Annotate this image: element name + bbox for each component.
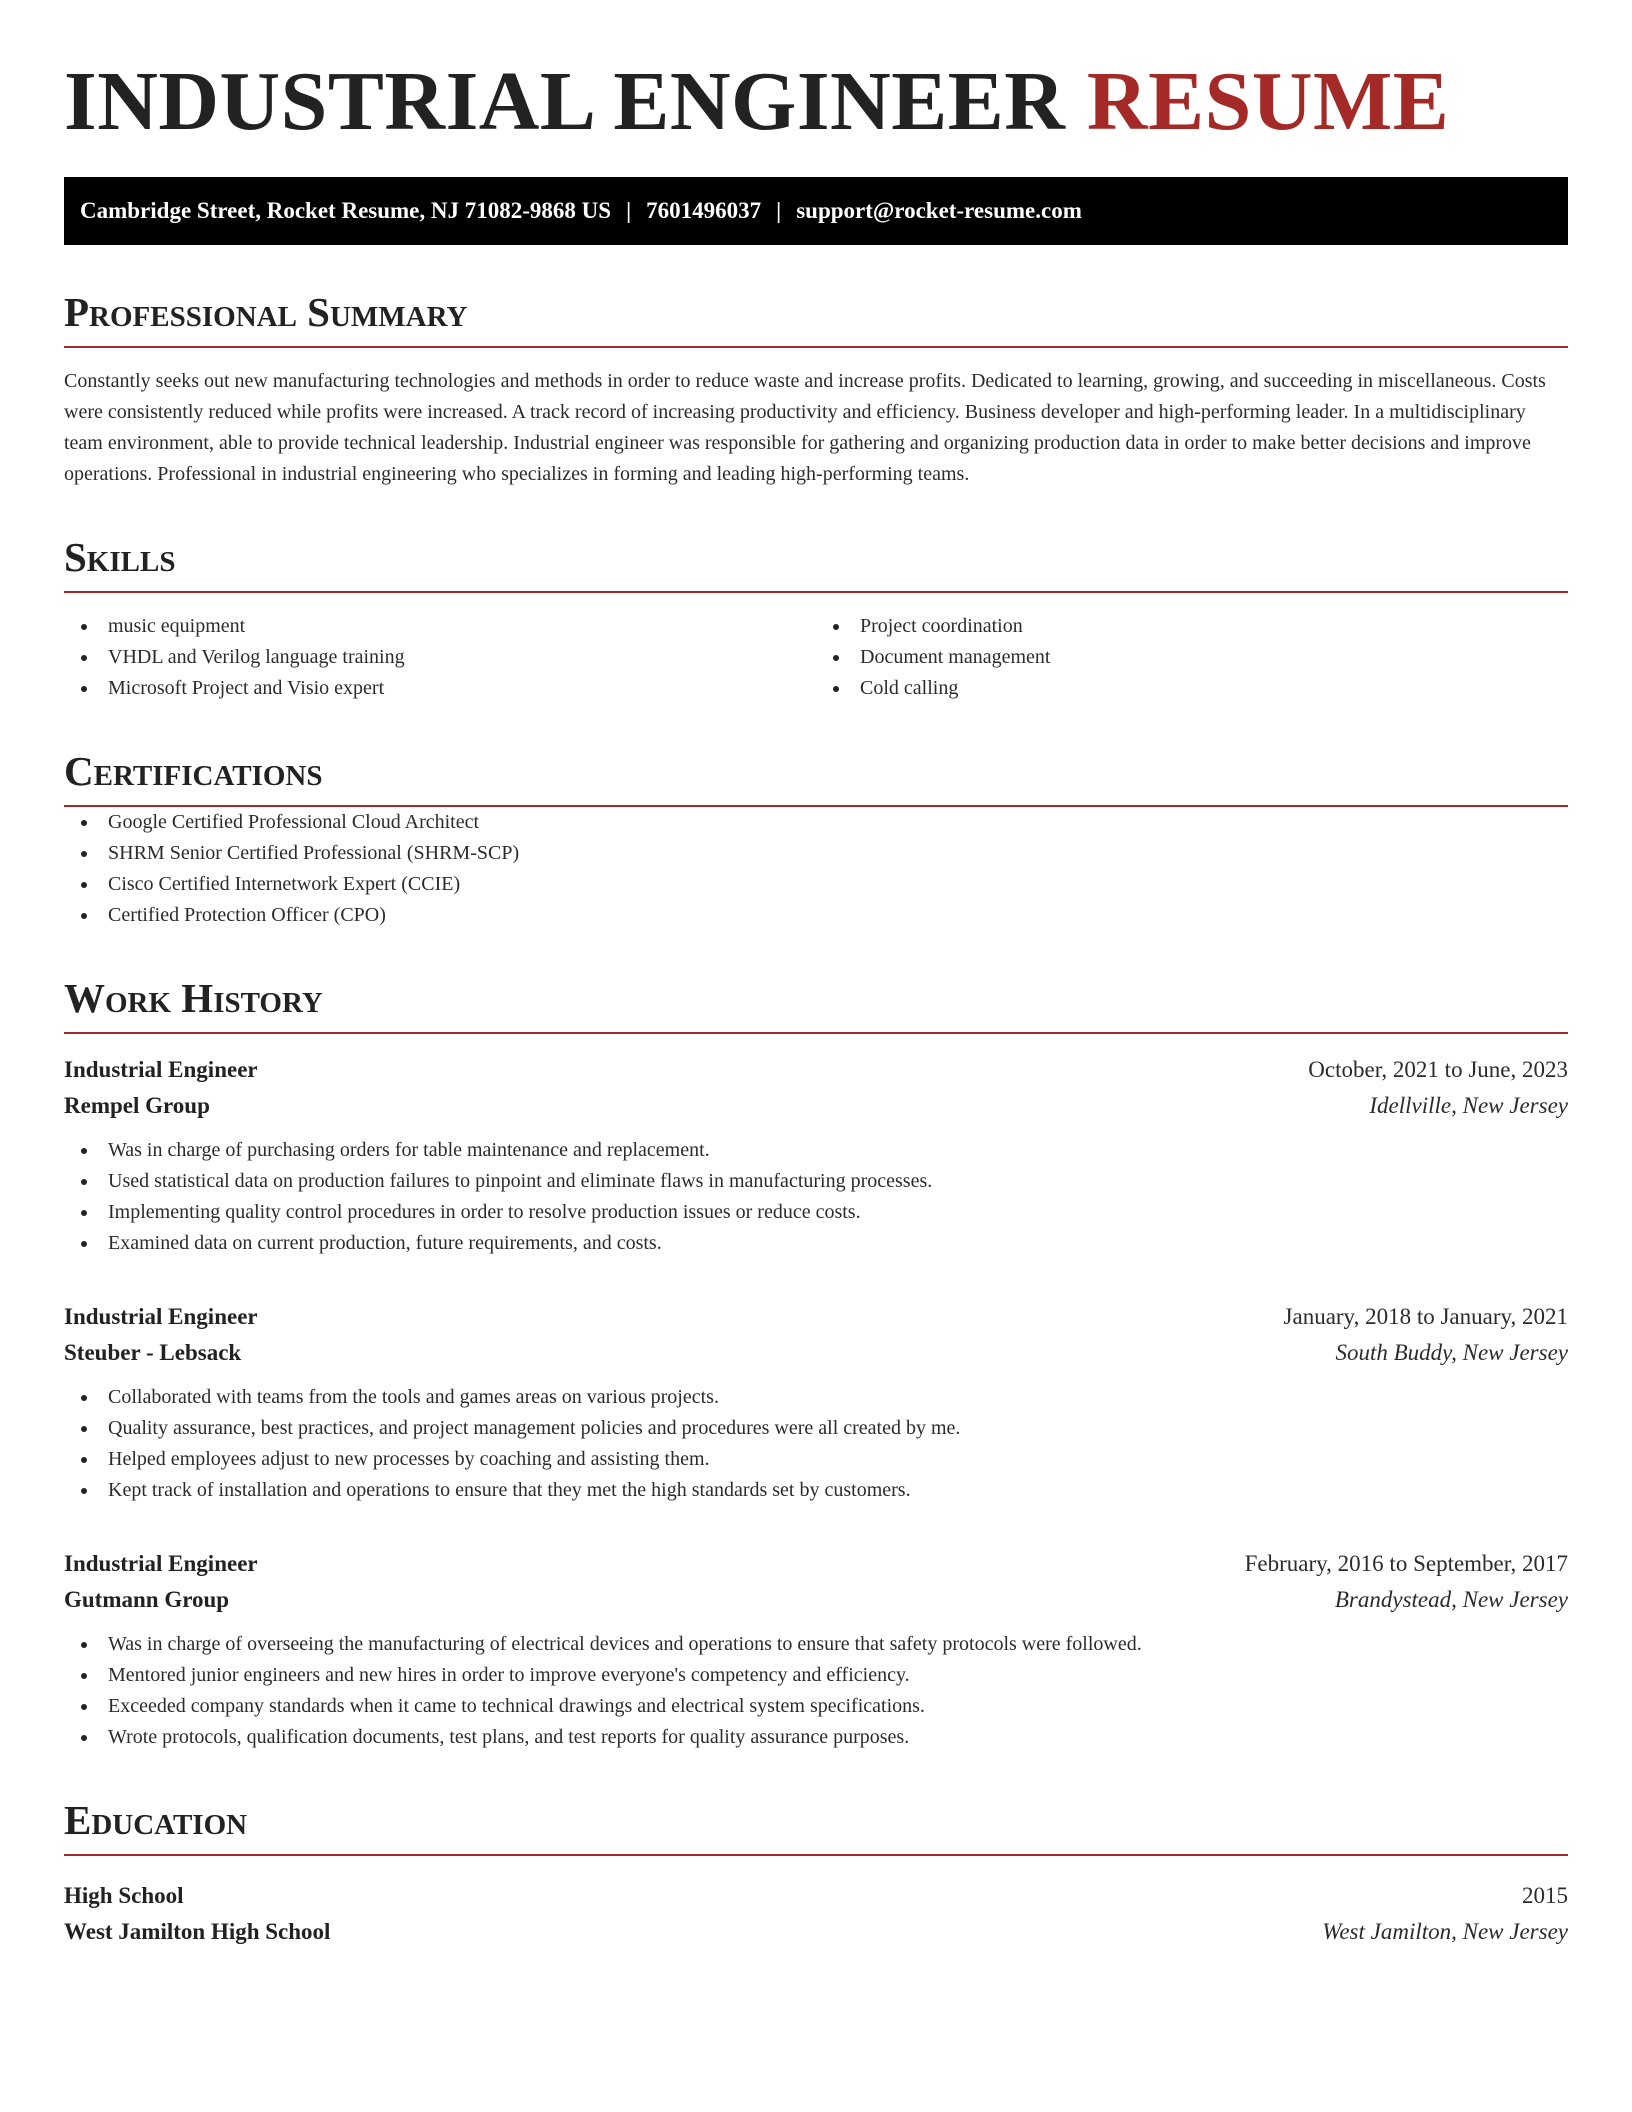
job-company: Gutmann Group xyxy=(64,1587,230,1612)
education-year: 2015 xyxy=(1522,1883,1568,1908)
section-heading-work-history: Work History xyxy=(64,976,1568,1034)
job-duties xyxy=(64,1382,1568,1506)
education-location: West Jamilton, New Jersey xyxy=(1322,1919,1568,1944)
certification-item: Google Certified Professional Cloud Architect xyxy=(64,807,1568,838)
skills-column-left xyxy=(64,611,816,704)
contact-bar xyxy=(64,177,1568,245)
job-dates: October, 2021 to June, 2023 xyxy=(1308,1057,1568,1082)
title-accent: RESUME xyxy=(1086,55,1450,148)
resume-title xyxy=(64,54,1568,150)
job-duty-item: Helped employees adjust to new processes by coaching and assisting them. xyxy=(64,1444,1568,1475)
job-title: Industrial Engineer xyxy=(64,1551,258,1576)
job-duty-item: Exceeded company standards when it came to technical drawings and electrical system specifications. xyxy=(64,1691,1568,1722)
job-company: Rempel Group xyxy=(64,1093,210,1118)
skill-item: Microsoft Project and Visio expert xyxy=(64,673,816,704)
skills-column-right xyxy=(816,611,1568,704)
job-duty-item: Examined data on current production, future requirements, and costs. xyxy=(64,1228,1568,1259)
job-dates: February, 2016 to September, 2017 xyxy=(1244,1551,1568,1576)
job-duty-item: Was in charge of overseeing the manufacturing of electrical devices and operations to ensure that safety protocols were followed. xyxy=(64,1629,1568,1660)
job-location: South Buddy, New Jersey xyxy=(1335,1340,1568,1365)
skill-item: music equipment xyxy=(64,611,816,642)
job-title: Industrial Engineer xyxy=(64,1304,258,1329)
job-location: Brandystead, New Jersey xyxy=(1334,1587,1568,1612)
section-heading-skills: Skills xyxy=(64,535,1568,593)
skill-item: Cold calling xyxy=(816,673,1568,704)
job-duty-item: Was in charge of purchasing orders for table maintenance and replacement. xyxy=(64,1135,1568,1166)
education-entry xyxy=(64,1878,1568,1950)
job-duty-item: Mentored junior engineers and new hires in order to improve everyone's competency and efficiency. xyxy=(64,1660,1568,1691)
section-heading-summary: Professional Summary xyxy=(64,290,1568,348)
job-duty-item: Kept track of installation and operations to ensure that they met the high standards set by customers. xyxy=(64,1475,1568,1506)
job-entry xyxy=(64,1546,1568,1753)
job-duty-item: Collaborated with teams from the tools and games areas on various projects. xyxy=(64,1382,1568,1413)
certifications-list xyxy=(64,807,1568,931)
skill-item: Project coordination xyxy=(816,611,1568,642)
education-section xyxy=(64,1798,1568,1950)
skill-item: Document management xyxy=(816,642,1568,673)
title-main: INDUSTRIAL ENGINEER xyxy=(64,55,1066,148)
job-duty-item: Quality assurance, best practices, and project management policies and procedures were all created by me. xyxy=(64,1413,1568,1444)
job-company: Steuber - Lebsack xyxy=(64,1340,242,1365)
job-duties xyxy=(64,1629,1568,1753)
education-degree: High School xyxy=(64,1883,184,1908)
job-location: Idellville, New Jersey xyxy=(1369,1093,1568,1118)
job-entry xyxy=(64,1052,1568,1259)
skills-grid xyxy=(64,611,1568,704)
contact-phone: 7601496037 xyxy=(646,198,762,223)
summary-section xyxy=(64,290,1568,490)
job-duties xyxy=(64,1135,1568,1259)
summary-text: Constantly seeks out new manufacturing technologies and methods in order to reduce waste and increase profits. Dedicated to learning, growing, and succeeding in miscellaneous. Costs were consistently reduced while profits were increased. A track record of increasing productivity and efficiency. Business developer and high-performing leader. In a multidisciplinary team environment, able to provide technical leadership. Industrial engineer was responsible for gathering and organizing production data in order to make better decisions and improve operations. Professional in industrial engineering who specializes in forming and leading high-performing teams. xyxy=(64,370,1546,485)
work-history-section xyxy=(64,976,1568,1753)
contact-address: Cambridge Street, Rocket Resume, NJ 71082-9868 US xyxy=(80,198,612,223)
job-title: Industrial Engineer xyxy=(64,1057,258,1082)
section-heading-certifications: Certifications xyxy=(64,749,1568,807)
job-duty-item: Implementing quality control procedures in order to resolve production issues or reduce costs. xyxy=(64,1197,1568,1228)
job-duty-item: Wrote protocols, qualification documents, test plans, and test reports for quality assurance purposes. xyxy=(64,1722,1568,1753)
contact-separator: | xyxy=(626,198,632,223)
job-dates: January, 2018 to January, 2021 xyxy=(1283,1304,1568,1329)
education-school: West Jamilton High School xyxy=(64,1919,331,1944)
certification-item: SHRM Senior Certified Professional (SHRM-SCP) xyxy=(64,838,1568,869)
contact-separator: | xyxy=(776,198,782,223)
certification-item: Cisco Certified Internetwork Expert (CCIE) xyxy=(64,869,1568,900)
contact-email: support@rocket-resume.com xyxy=(796,198,1082,223)
job-entry xyxy=(64,1299,1568,1506)
certification-item: Certified Protection Officer (CPO) xyxy=(64,900,1568,931)
job-duty-item: Used statistical data on production failures to pinpoint and eliminate flaws in manufacturing processes. xyxy=(64,1166,1568,1197)
certifications-section xyxy=(64,749,1568,931)
skill-item: VHDL and Verilog language training xyxy=(64,642,816,673)
section-heading-education: Education xyxy=(64,1798,1568,1856)
skills-section xyxy=(64,535,1568,704)
